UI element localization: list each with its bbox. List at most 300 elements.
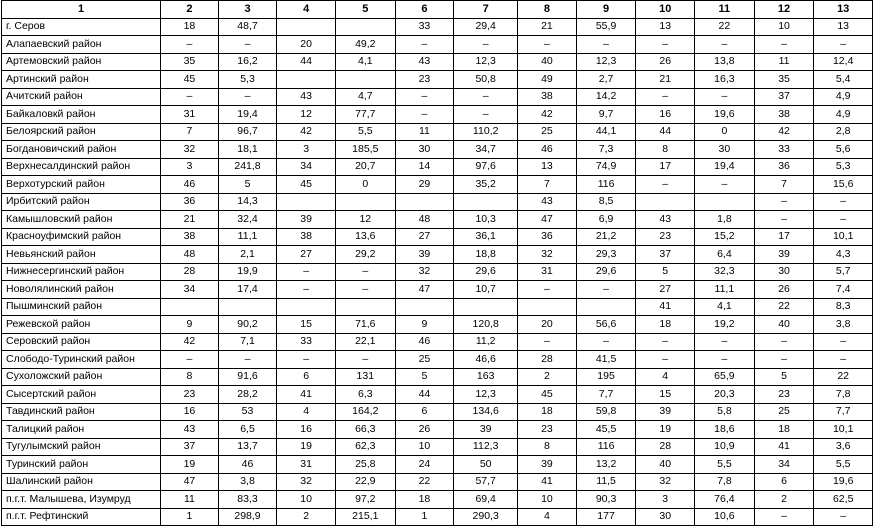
value-cell: 29,3 [576, 246, 636, 264]
value-cell [454, 298, 518, 316]
district-name-cell: Верхнесалдинский район [2, 158, 161, 176]
value-cell: 74,9 [576, 158, 636, 176]
value-cell: – [335, 351, 395, 369]
value-cell: 4,7 [335, 88, 395, 106]
value-cell: 17 [754, 228, 814, 246]
district-name-cell: Серовский район [2, 333, 161, 351]
value-cell: – [636, 333, 695, 351]
value-cell: 19 [161, 456, 219, 474]
district-name-cell: Белоярский район [2, 123, 161, 141]
value-cell: – [754, 351, 814, 369]
value-cell: – [636, 351, 695, 369]
district-name-cell: Невьянский район [2, 246, 161, 264]
value-cell: 18 [161, 18, 219, 36]
value-cell: 4,1 [335, 53, 395, 71]
value-cell: 3 [277, 141, 336, 159]
value-cell: – [695, 88, 755, 106]
value-cell: 7,4 [814, 281, 873, 299]
table-row [2, 263, 873, 281]
value-cell: – [161, 88, 219, 106]
value-cell: 10,7 [454, 281, 518, 299]
value-cell: – [814, 508, 873, 526]
value-cell: 25 [754, 403, 814, 421]
value-cell: 110,2 [454, 123, 518, 141]
value-cell: – [335, 281, 395, 299]
value-cell: 23 [161, 386, 219, 404]
value-cell: 29 [395, 176, 454, 194]
value-cell: – [814, 36, 873, 54]
value-cell: 1,8 [695, 211, 755, 229]
value-cell: 36 [754, 158, 814, 176]
value-cell: 23 [395, 71, 454, 89]
value-cell: 25,8 [335, 456, 395, 474]
value-cell: 6 [277, 368, 336, 386]
value-cell: 18,8 [454, 246, 518, 264]
value-cell: 91,6 [218, 368, 277, 386]
value-cell: – [335, 263, 395, 281]
value-cell: 4,1 [695, 298, 755, 316]
table-row [2, 228, 873, 246]
value-cell: 49,2 [335, 36, 395, 54]
value-cell: 26 [636, 53, 695, 71]
district-name-cell: Ирбитский район [2, 193, 161, 211]
value-cell: 185,5 [335, 141, 395, 159]
value-cell: – [754, 193, 814, 211]
district-name-cell: п.г.т. Малышева, Изумруд [2, 491, 161, 509]
value-cell: 30 [395, 141, 454, 159]
value-cell: – [161, 36, 219, 54]
value-cell: 11,1 [695, 281, 755, 299]
value-cell: 44 [277, 53, 336, 71]
value-cell: 18 [754, 421, 814, 439]
value-cell: 26 [395, 421, 454, 439]
value-cell: 37 [636, 246, 695, 264]
table-row [2, 158, 873, 176]
district-name-cell: Слободо-Туринский район [2, 351, 161, 369]
district-name-cell: Шалинский район [2, 473, 161, 491]
value-cell: 47 [518, 211, 577, 229]
value-cell: 164,2 [335, 403, 395, 421]
value-cell: 10,3 [454, 211, 518, 229]
value-cell: 6 [754, 473, 814, 491]
value-cell: 28 [518, 351, 577, 369]
column-header: 13 [814, 1, 873, 19]
value-cell: 19,4 [218, 106, 277, 124]
value-cell: 41 [754, 438, 814, 456]
value-cell: 7 [754, 176, 814, 194]
value-cell: 131 [335, 368, 395, 386]
value-cell: 31 [518, 263, 577, 281]
column-header: 10 [636, 1, 695, 19]
district-name-cell: Богдановичский район [2, 141, 161, 159]
district-name-cell: Режевской район [2, 316, 161, 334]
value-cell: 35 [161, 53, 219, 71]
column-header: 11 [695, 1, 755, 19]
value-cell: 28 [636, 438, 695, 456]
value-cell: 59,8 [576, 403, 636, 421]
value-cell: – [814, 193, 873, 211]
value-cell: 4 [636, 368, 695, 386]
value-cell: 5 [754, 368, 814, 386]
value-cell: 3,8 [218, 473, 277, 491]
value-cell: 49 [518, 71, 577, 89]
value-cell: 4,9 [814, 88, 873, 106]
value-cell: – [576, 333, 636, 351]
value-cell: 83,3 [218, 491, 277, 509]
value-cell [335, 193, 395, 211]
value-cell: 48 [395, 211, 454, 229]
value-cell: 13,6 [335, 228, 395, 246]
table-row [2, 491, 873, 509]
value-cell: 43 [636, 211, 695, 229]
value-cell: 19,9 [218, 263, 277, 281]
value-cell: – [754, 508, 814, 526]
value-cell: 9,7 [576, 106, 636, 124]
table-row [2, 316, 873, 334]
value-cell: 32,3 [695, 263, 755, 281]
value-cell [277, 193, 336, 211]
value-cell: 90,3 [576, 491, 636, 509]
value-cell: 22 [395, 473, 454, 491]
value-cell: 12,3 [454, 386, 518, 404]
value-cell: 0 [695, 123, 755, 141]
table-row [2, 53, 873, 71]
table-row [2, 18, 873, 36]
value-cell: 16 [277, 421, 336, 439]
value-cell: 22 [754, 298, 814, 316]
value-cell: 96,7 [218, 123, 277, 141]
value-cell: 42 [754, 123, 814, 141]
value-cell: 6,3 [335, 386, 395, 404]
value-cell: 13 [636, 18, 695, 36]
value-cell: 36 [161, 193, 219, 211]
district-name-cell: Артинский район [2, 71, 161, 89]
table-row [2, 211, 873, 229]
value-cell: 38 [277, 228, 336, 246]
value-cell: 11,5 [576, 473, 636, 491]
value-cell: 41 [636, 298, 695, 316]
value-cell: 11 [395, 123, 454, 141]
header-row [2, 1, 873, 19]
value-cell: – [754, 36, 814, 54]
value-cell: – [636, 176, 695, 194]
value-cell: 44 [636, 123, 695, 141]
district-name-cell: п.г.т. Рефтинский [2, 508, 161, 526]
value-cell: 46 [518, 141, 577, 159]
column-header: 6 [395, 1, 454, 19]
value-cell: – [395, 106, 454, 124]
data-table [1, 0, 873, 526]
value-cell: 4 [277, 403, 336, 421]
column-header: 8 [518, 1, 577, 19]
value-cell [335, 298, 395, 316]
value-cell: 43 [277, 88, 336, 106]
district-name-cell: Нижнесергинский район [2, 263, 161, 281]
table-row [2, 88, 873, 106]
value-cell: 90,2 [218, 316, 277, 334]
value-cell: 112,3 [454, 438, 518, 456]
value-cell: – [695, 36, 755, 54]
table-row [2, 36, 873, 54]
value-cell: 20 [518, 316, 577, 334]
value-cell: 19,2 [695, 316, 755, 334]
value-cell: 10,6 [695, 508, 755, 526]
value-cell: 5,5 [335, 123, 395, 141]
value-cell: 195 [576, 368, 636, 386]
district-name-cell: Верхотурский район [2, 176, 161, 194]
value-cell: 2,1 [218, 246, 277, 264]
value-cell: 1 [161, 508, 219, 526]
value-cell: 62,5 [814, 491, 873, 509]
value-cell: 42 [518, 106, 577, 124]
value-cell: 33 [754, 141, 814, 159]
value-cell: 41 [277, 386, 336, 404]
value-cell: 42 [277, 123, 336, 141]
value-cell: 13,2 [576, 456, 636, 474]
value-cell: – [695, 351, 755, 369]
value-cell: 2 [277, 508, 336, 526]
value-cell: 290,3 [454, 508, 518, 526]
value-cell: – [814, 351, 873, 369]
value-cell: 13,8 [695, 53, 755, 71]
value-cell: 13 [518, 158, 577, 176]
district-name-cell: Сысертский район [2, 386, 161, 404]
value-cell [518, 298, 577, 316]
value-cell: – [395, 36, 454, 54]
value-cell: 32,4 [218, 211, 277, 229]
table-row [2, 438, 873, 456]
table-row [2, 333, 873, 351]
value-cell: 8 [636, 141, 695, 159]
value-cell: 10,9 [695, 438, 755, 456]
value-cell: 45 [277, 176, 336, 194]
value-cell: 6,9 [576, 211, 636, 229]
table-row [2, 351, 873, 369]
value-cell: 215,1 [335, 508, 395, 526]
value-cell: – [218, 351, 277, 369]
value-cell: 12,4 [814, 53, 873, 71]
district-name-cell: Камышловский район [2, 211, 161, 229]
value-cell: 16,3 [695, 71, 755, 89]
district-name-cell: Красноуфимский район [2, 228, 161, 246]
value-cell: 25 [395, 351, 454, 369]
value-cell: 21 [636, 71, 695, 89]
value-cell: 53 [218, 403, 277, 421]
value-cell: 32 [518, 246, 577, 264]
value-cell: 14 [395, 158, 454, 176]
table-row [2, 193, 873, 211]
value-cell: 23 [754, 386, 814, 404]
value-cell: 14,3 [218, 193, 277, 211]
value-cell: 8,3 [814, 298, 873, 316]
value-cell: 35 [754, 71, 814, 89]
value-cell [161, 298, 219, 316]
value-cell: 55,9 [576, 18, 636, 36]
district-name-cell: Пышминский район [2, 298, 161, 316]
value-cell [277, 18, 336, 36]
value-cell: 8 [518, 438, 577, 456]
value-cell: – [277, 263, 336, 281]
value-cell: 56,6 [576, 316, 636, 334]
value-cell: 38 [161, 228, 219, 246]
value-cell: 18 [518, 403, 577, 421]
value-cell: 10 [518, 491, 577, 509]
value-cell: 30 [695, 141, 755, 159]
value-cell: 43 [518, 193, 577, 211]
value-cell: 34 [161, 281, 219, 299]
value-cell: 40 [518, 53, 577, 71]
value-cell: 10,1 [814, 228, 873, 246]
value-cell: – [636, 88, 695, 106]
value-cell: 38 [518, 88, 577, 106]
table-row [2, 386, 873, 404]
table-row [2, 473, 873, 491]
value-cell [395, 298, 454, 316]
value-cell: 20,3 [695, 386, 755, 404]
value-cell: 21 [161, 211, 219, 229]
value-cell: 31 [161, 106, 219, 124]
value-cell: 5,7 [814, 263, 873, 281]
value-cell: 16 [161, 403, 219, 421]
district-name-cell: Талицкий район [2, 421, 161, 439]
value-cell: 15,6 [814, 176, 873, 194]
value-cell: 0 [335, 176, 395, 194]
value-cell: 5,3 [814, 158, 873, 176]
district-name-cell: Туринский район [2, 456, 161, 474]
value-cell: 46,6 [454, 351, 518, 369]
value-cell: 2,8 [814, 123, 873, 141]
value-cell: 18 [636, 316, 695, 334]
value-cell: – [576, 281, 636, 299]
value-cell: 7,8 [695, 473, 755, 491]
district-name-cell: Тавдинский район [2, 403, 161, 421]
value-cell: 4,3 [814, 246, 873, 264]
value-cell: 14,2 [576, 88, 636, 106]
value-cell: 2 [518, 368, 577, 386]
value-cell [277, 298, 336, 316]
value-cell: 5,5 [814, 456, 873, 474]
value-cell: 7 [161, 123, 219, 141]
value-cell: 29,2 [335, 246, 395, 264]
value-cell: 48,7 [218, 18, 277, 36]
value-cell: 77,7 [335, 106, 395, 124]
value-cell: 36 [518, 228, 577, 246]
value-cell: 18 [395, 491, 454, 509]
value-cell: 12 [335, 211, 395, 229]
table-row [2, 421, 873, 439]
value-cell: – [277, 351, 336, 369]
value-cell: – [395, 88, 454, 106]
value-cell: 23 [636, 228, 695, 246]
value-cell: – [518, 333, 577, 351]
value-cell: – [277, 281, 336, 299]
value-cell: 7 [518, 176, 577, 194]
value-cell: 48 [161, 246, 219, 264]
value-cell: 15 [636, 386, 695, 404]
value-cell: 21 [518, 18, 577, 36]
value-cell [335, 18, 395, 36]
column-header: 4 [277, 1, 336, 19]
value-cell: 57,7 [454, 473, 518, 491]
value-cell: 4,9 [814, 106, 873, 124]
value-cell: 34 [754, 456, 814, 474]
value-cell: 17 [636, 158, 695, 176]
column-header: 1 [2, 1, 161, 19]
value-cell: – [518, 281, 577, 299]
value-cell: 37 [754, 88, 814, 106]
value-cell: 29,6 [576, 263, 636, 281]
value-cell: 31 [277, 456, 336, 474]
value-cell: 5 [218, 176, 277, 194]
district-name-cell: Алапаевский район [2, 36, 161, 54]
value-cell: 41 [518, 473, 577, 491]
value-cell: 17,4 [218, 281, 277, 299]
value-cell: 13 [814, 18, 873, 36]
value-cell: 50 [454, 456, 518, 474]
value-cell: 32 [277, 473, 336, 491]
value-cell: 241,8 [218, 158, 277, 176]
value-cell: 5,5 [695, 456, 755, 474]
value-cell [454, 193, 518, 211]
value-cell: 45 [518, 386, 577, 404]
value-cell: 3 [161, 158, 219, 176]
value-cell: 5,8 [695, 403, 755, 421]
value-cell: 8 [161, 368, 219, 386]
value-cell: – [576, 36, 636, 54]
district-name-cell: Новолялинский район [2, 281, 161, 299]
value-cell: 62,3 [335, 438, 395, 456]
value-cell: 3 [636, 491, 695, 509]
district-name-cell: Тугулымский район [2, 438, 161, 456]
value-cell: – [518, 36, 577, 54]
value-cell: 12 [277, 106, 336, 124]
value-cell: 1 [395, 508, 454, 526]
value-cell: 2 [754, 491, 814, 509]
value-cell: 25 [518, 123, 577, 141]
district-name-cell: Сухоложский район [2, 368, 161, 386]
table-row [2, 298, 873, 316]
value-cell: 40 [754, 316, 814, 334]
column-header: 9 [576, 1, 636, 19]
value-cell: 30 [754, 263, 814, 281]
value-cell: 34,7 [454, 141, 518, 159]
value-cell: 20 [277, 36, 336, 54]
value-cell: 5,6 [814, 141, 873, 159]
value-cell: 41,5 [576, 351, 636, 369]
value-cell: 11 [161, 491, 219, 509]
value-cell: 22 [695, 18, 755, 36]
value-cell: 10,1 [814, 421, 873, 439]
value-cell: 27 [277, 246, 336, 264]
value-cell: 32 [395, 263, 454, 281]
table-row [2, 176, 873, 194]
value-cell: 29,4 [454, 18, 518, 36]
value-cell: 10 [277, 491, 336, 509]
value-cell: 21,2 [576, 228, 636, 246]
value-cell: 163 [454, 368, 518, 386]
column-header: 7 [454, 1, 518, 19]
value-cell: 116 [576, 176, 636, 194]
value-cell: 19,6 [814, 473, 873, 491]
value-cell [636, 193, 695, 211]
value-cell: 65,9 [695, 368, 755, 386]
value-cell: 116 [576, 438, 636, 456]
table-row [2, 368, 873, 386]
value-cell: 39 [636, 403, 695, 421]
value-cell: 39 [277, 211, 336, 229]
value-cell: 39 [518, 456, 577, 474]
value-cell: 47 [395, 281, 454, 299]
